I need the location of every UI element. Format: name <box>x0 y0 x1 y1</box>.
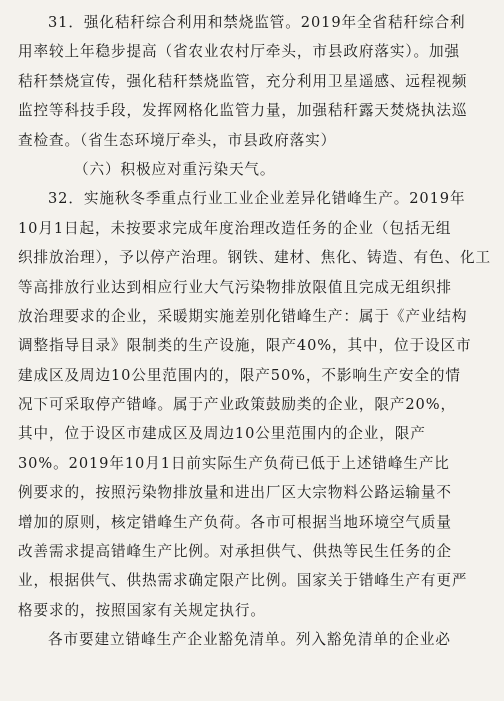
paragraph-31-line: 用率较上年稳步提高（省农业农村厅牵头，市县政府落实）。加强 <box>18 43 461 61</box>
paragraph-32-line: 10月1日起，未按要求完成年度治理改造任务的企业（包括无组 <box>18 219 452 237</box>
paragraph-32-line: 况下可采取停产错峰。属于产业政策鼓励类的企业，限产20%， <box>18 396 456 414</box>
paragraph-32-line: 改善需求提高错峰生产比例。对承担供气、供热等民生任务的企 <box>18 543 452 561</box>
paragraph-31-line: 秸秆禁烧宣传，强化秸秆禁烧监管，充分利用卫星遥感、远程视频 <box>18 72 468 90</box>
document-body <box>18 8 490 655</box>
paragraph-32-line: 30%。2019年10月1日前实际生产负荷已低于上述错峰生产比 <box>18 454 450 472</box>
paragraph-32-line: 建成区及周边10公里范围内的，限产50%，不影响生产安全的情 <box>18 366 461 384</box>
paragraph-32-line: 放治理要求的企业，采暖期实施差别化错峰生产：属于《产业结构 <box>18 307 468 325</box>
paragraph-31-line: 查检查。（省生态环境厅牵头，市县政府落实） <box>18 131 337 149</box>
paragraph-32-line: 等高排放行业达到相应行业大气污染物排放限值且完成无组织排 <box>18 278 452 296</box>
paragraph-31-line: 监控等科技手段，发挥网格化监管力量，加强秸秆露天焚烧执法巡 <box>18 102 468 120</box>
paragraph-31-line: 31．强化秸秆综合利用和禁烧监管。2019年全省秸秆综合利 <box>48 14 466 31</box>
paragraph-32-line: 32．实施秋冬季重点行业工业企业差异化错峰生产。2019年 <box>48 190 466 208</box>
paragraph-32-line: 格要求的，按照国家有关规定执行。 <box>18 601 266 619</box>
paragraph-32-line: 其中，位于设区市建成区及周边10公里范围内的企业，限产 <box>18 425 426 443</box>
paragraph-32-line: 例要求的，按照污染物排放量和进出厂区大宗物料公路运输量不 <box>18 484 452 502</box>
section-heading: （六）积极应对重污染天气。 <box>74 160 276 178</box>
paragraph-32-line: 业，根据供气、供热需求确定限产比例。国家关于错峰生产有更严 <box>18 572 468 590</box>
paragraph-32-line: 增加的原则，核定错峰生产负荷。各市可根据当地环境空气质量 <box>18 513 452 531</box>
paragraph-exemption-line: 各市要建立错峰生产企业豁免清单。列入豁免清单的企业必 <box>48 631 451 649</box>
paragraph-32-line: 织排放治理），予以停产治理。钢铁、建材、焦化、铸造、有色、化工 <box>18 249 492 267</box>
paragraph-32-line: 调整指导目录》限制类的生产设施，限产40%，其中，位于设区市 <box>18 337 472 355</box>
